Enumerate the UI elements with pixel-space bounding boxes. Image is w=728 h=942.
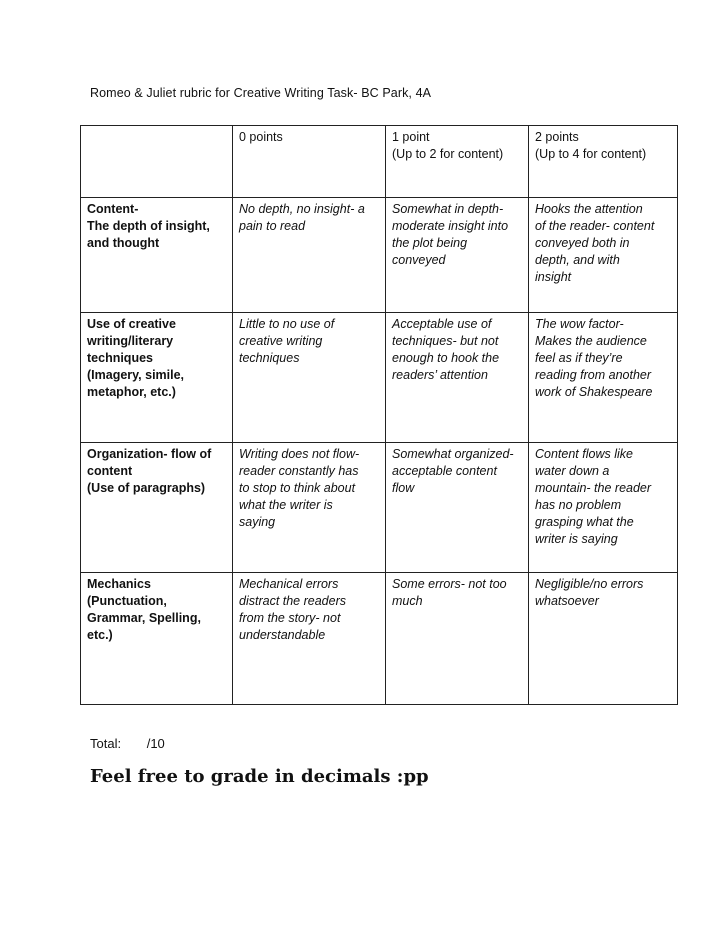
description-line: mountain- the reader — [535, 481, 652, 495]
description-line: what the writer is — [239, 498, 333, 512]
header-one-point-line: 1 point — [392, 130, 430, 144]
description-line: flow — [392, 481, 415, 495]
header-two-points-note: (Up to 4 for content) — [535, 147, 647, 161]
rubric-row-content — [81, 198, 678, 313]
description-line: Somewhat organized- — [392, 447, 514, 461]
zero-points-cell — [233, 313, 386, 443]
criterion-line: Mechanics — [87, 577, 151, 591]
criterion-cell — [81, 198, 233, 313]
header-two-points-cell — [529, 126, 678, 198]
rubric-header-row — [81, 126, 678, 198]
description-line: Somewhat in depth- — [392, 202, 504, 216]
description-line: insight — [535, 270, 572, 284]
grading-note: Feel free to grade in decimals :pp — [90, 766, 429, 787]
description-line: acceptable content — [392, 464, 497, 478]
description-line: feel as if they’re — [535, 351, 623, 365]
criterion-line: (Imagery, simile, — [87, 368, 185, 382]
description-line: distract the readers — [239, 594, 346, 608]
header-one-point-note: (Up to 2 for content) — [392, 147, 504, 161]
description-line: Makes the audience — [535, 334, 647, 348]
description-line: techniques — [239, 351, 300, 365]
one-point-cell — [386, 443, 529, 573]
description-line: writer is saying — [535, 532, 618, 546]
description-line: Negligible/no errors — [535, 577, 644, 591]
description-line: water down a — [535, 464, 610, 478]
description-line: readers’ attention — [392, 368, 488, 382]
header-zero-points-line: 0 points — [239, 130, 283, 144]
description-line: creative writing — [239, 334, 323, 348]
header-zero-points-cell — [233, 126, 386, 198]
description-line: depth, and with — [535, 253, 620, 267]
description-line: work of Shakespeare — [535, 385, 653, 399]
criterion-line: (Use of paragraphs) — [87, 481, 206, 495]
zero-points-cell — [233, 573, 386, 705]
criterion-line: Grammar, Spelling, — [87, 611, 201, 625]
description-line: Hooks the attention — [535, 202, 643, 216]
rubric-row-mechanics — [81, 573, 678, 705]
criterion-cell — [81, 313, 233, 443]
criterion-line: Organization- flow of — [87, 447, 212, 461]
description-line: Writing does not flow- — [239, 447, 360, 461]
criterion-line: Content- — [87, 202, 139, 216]
header-one-point-cell — [386, 126, 529, 198]
description-line: to stop to think about — [239, 481, 356, 495]
one-point-cell — [386, 573, 529, 705]
rubric-row-organization — [81, 443, 678, 573]
one-point-cell — [386, 313, 529, 443]
description-line: the plot being — [392, 236, 468, 250]
description-line: The wow factor- — [535, 317, 624, 331]
header-criteria-cell — [81, 126, 233, 198]
criterion-line: metaphor, etc.) — [87, 385, 176, 399]
document-title: Romeo & Juliet rubric for Creative Writing Task- BC Park, 4A — [90, 86, 432, 100]
zero-points-cell — [233, 443, 386, 573]
description-line: saying — [239, 515, 276, 529]
criterion-line: The depth of insight, — [87, 219, 210, 233]
criterion-line: writing/literary — [87, 334, 174, 348]
total-denominator: /10 — [146, 736, 165, 751]
description-line: has no problem — [535, 498, 622, 512]
description-line: Acceptable use of — [392, 317, 492, 331]
criterion-cell — [81, 443, 233, 573]
one-point-cell — [386, 198, 529, 313]
criterion-line: and thought — [87, 236, 160, 250]
criterion-line: techniques — [87, 351, 153, 365]
description-line: understandable — [239, 628, 326, 642]
description-line: reading from another — [535, 368, 652, 382]
description-line: of the reader- content — [535, 219, 655, 233]
description-line: No depth, no insight- a — [239, 202, 365, 216]
description-line: from the story- not — [239, 611, 341, 625]
description-line: pain to read — [239, 219, 306, 233]
description-line: grasping what the — [535, 515, 634, 529]
description-line: Mechanical errors — [239, 577, 339, 591]
criterion-line: Use of creative — [87, 317, 176, 331]
total-label: Total: — [90, 736, 122, 751]
description-line: techniques- but not — [392, 334, 499, 348]
description-line: Little to no use of — [239, 317, 335, 331]
two-points-cell — [529, 198, 678, 313]
two-points-cell — [529, 313, 678, 443]
criterion-cell — [81, 573, 233, 705]
description-line: moderate insight into — [392, 219, 509, 233]
rubric-table — [80, 125, 678, 705]
criterion-line: content — [87, 464, 133, 478]
total-score — [90, 736, 165, 751]
description-line: reader constantly has — [239, 464, 359, 478]
description-line: Some errors- not too — [392, 577, 507, 591]
description-line: whatsoever — [535, 594, 599, 608]
two-points-cell — [529, 573, 678, 705]
criterion-line: etc.) — [87, 628, 113, 642]
two-points-cell — [529, 443, 678, 573]
description-line: much — [392, 594, 423, 608]
zero-points-cell — [233, 198, 386, 313]
description-line: Content flows like — [535, 447, 633, 461]
header-two-points-line: 2 points — [535, 130, 579, 144]
criterion-line: (Punctuation, — [87, 594, 167, 608]
description-line: enough to hook the — [392, 351, 500, 365]
rubric-row-techniques — [81, 313, 678, 443]
description-line: conveyed both in — [535, 236, 630, 250]
description-line: conveyed — [392, 253, 446, 267]
